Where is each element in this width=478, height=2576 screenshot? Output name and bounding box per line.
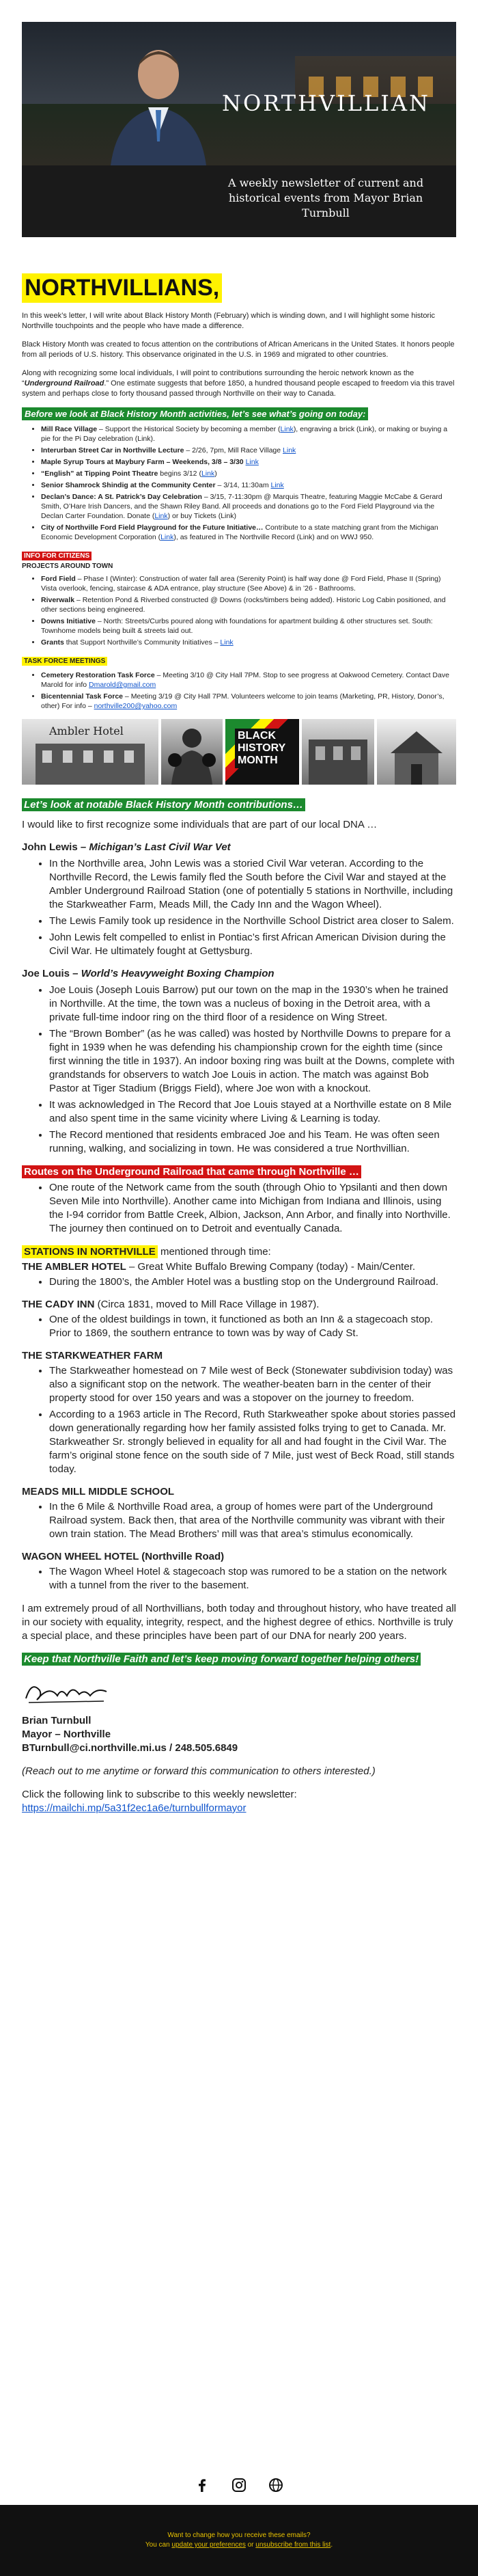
list-item: • John Lewis felt compelled to enlist in Pontiac’s first African American Division during the Civil War. He ultimately fought at Gettysburg.	[49, 931, 456, 958]
list-item: • “English” at Tipping Point Theatre begins 3/12 (Link)	[41, 469, 456, 478]
image-strip	[22, 719, 456, 785]
reach-out-note: (Reach out to me anytime or forward this communication to others interested.)	[22, 1765, 376, 1777]
bhm-word-3: MONTH	[238, 755, 278, 766]
list-item: • Ford Field – Phase I (Winter): Construction of water fall area (Serenity Point) is half way done @ Ford Field, Phase II (Spring) Vista overlook, fencing, staircase & ADA entrance, play structure (See Above) & in ’26 - Bathrooms.	[41, 574, 456, 593]
list-item: • Grants that Support Northville’s Community Initiatives – Link	[41, 638, 456, 647]
ambler-hotel-caption: Ambler Hotel	[49, 724, 124, 737]
list-item: • One of the oldest buildings in town, it functioned as both an Inn & a stagecoach stop. Prior to 1869, the southern entrance to town was by way of Cady St.	[49, 1313, 456, 1340]
main-content	[22, 273, 456, 1815]
projects-label: PROJECTS AROUND TOWN	[22, 562, 113, 570]
lewis-heading: John Lewis – Michigan’s Last Civil War Vet	[22, 841, 231, 853]
signer-name: Brian Turnbull	[22, 1715, 92, 1726]
list-item: • Joe Louis (Joseph Louis Barrow) put our town on the map in the 1930’s when he trained in Northville. At the time, the town was a nucleus of boxing in the Detroit area, with a private full-time indoor ring on the third floor of a residence on Wing Street.	[49, 984, 456, 1025]
event-link[interactable]: Link	[160, 533, 174, 541]
footer	[0, 2505, 478, 2576]
list-item: • One route of the Network came from the south (through Ohio to Ypsilanti and then down Seven Mile into Northville). Another came into Michigan from Indiana and Illinois, using the I-94 corridor from Battle Creek, Albion, Jackson, Ann Arbor, and finally into Northville. The journey then continued on to Detroit and eventually Canada.	[49, 1181, 456, 1236]
routes-heading: Routes on the Underground Railroad that came through Northville …	[22, 1165, 361, 1178]
events-heading: Before we look at Black History Month activities, let’s see what’s going on today:	[22, 407, 368, 420]
list-item: • Riverwalk – Retention Pond & Riverbed constructed @ Downs (rocks/timbers being added). Historic Log Cabin positioned, and other sections being engineered.	[41, 595, 456, 614]
list-item: • Interurban Street Car in Northville Lecture – 2/26, 7pm, Mill Race Village Link	[41, 446, 456, 455]
event-link[interactable]: Link	[154, 512, 168, 520]
ambler-title: THE AMBLER HOTEL – Great White Buffalo Brewing Company (today) - Main/Center.	[22, 1261, 416, 1273]
footer-line-1: Want to change how you receive these emails?	[167, 2532, 311, 2539]
list-item: • Mill Race Village – Support the Historical Society by becoming a member (Link), engraving a brick (Link), or making or buying a pie for the Pi Day celebration (Link).	[41, 424, 456, 444]
lewis-list	[22, 857, 456, 958]
event-link[interactable]: Link	[283, 446, 296, 455]
event-link[interactable]: Link	[270, 481, 284, 489]
cady-list	[22, 1313, 456, 1340]
farmhouse-photo	[377, 719, 456, 785]
email-link[interactable]: northville200@yahoo.com	[94, 702, 178, 710]
social-links	[0, 2478, 478, 2505]
list-item: • It was acknowledged in The Record that Joe Louis stayed at a Northville estate on 8 Mile and also spent time in the same vicinity where Living & Learning is today.	[49, 1098, 456, 1126]
list-item: • The Record mentioned that residents embraced Joe and his Team. He was often seen running, walking, and socializing in town. He was considered a true Northvillian.	[49, 1128, 456, 1156]
header-banner	[22, 22, 456, 237]
signature-image	[22, 1675, 111, 1707]
list-item: • According to a 1963 article in The Record, Ruth Starkweather spoke about stories passed down generationally regarding how her family assisted folks trying to get to Canada. Mr. Starkweather Sr. strongly believed in equality for all and had fought in the Civil War. The farm’s original stone fence on the south side of 7 Mile, just west of Beck Road, still stands today.	[49, 1408, 456, 1476]
signer-role: Mayor – Northville	[22, 1728, 111, 1740]
facebook-icon[interactable]	[195, 2478, 210, 2496]
louis-heading: Joe Louis – World’s Heavyweight Boxing Champion	[22, 968, 275, 979]
grants-link[interactable]: Link	[220, 638, 234, 647]
email-link[interactable]: Dmarold@gmail.com	[89, 681, 156, 689]
citizens-label: INFO FOR CITIZENS	[22, 552, 92, 560]
faith-callout: Keep that Northville Faith and let’s keep moving forward together helping others!	[22, 1653, 421, 1666]
routes-list	[22, 1181, 456, 1236]
boxer-icon	[161, 719, 223, 785]
instagram-icon[interactable]	[231, 2478, 247, 2496]
list-item: • Cemetery Restoration Task Force – Meeting 3/10 @ City Hall 7PM. Stop to see progress at Oakwood Cemetery. Contact Dave Marold for info Dmarold@gmail.com	[41, 670, 456, 690]
notable-heading: Let’s look at notable Black History Month contributions…	[22, 798, 305, 811]
newsletter-title: NORTHVILLIAN	[221, 90, 430, 116]
wagon-title: WAGON WHEEL HOTEL (Northville Road)	[22, 1551, 225, 1562]
starkweather-list	[22, 1364, 456, 1476]
stations-heading: STATIONS IN NORTHVILLE	[22, 1245, 158, 1258]
subscribe-text: Click the following link to subscribe to this weekly newsletter:	[22, 1789, 297, 1800]
ambler-hotel-image	[22, 719, 158, 785]
taskforce-list	[22, 670, 456, 711]
list-item: • City of Northville Ford Field Playground for the Future Initiative… Contribute to a state matching grant from the Michigan Economic Development Corporation (Link), as featured in The Northville Record (Link) and on WWJ 950.	[41, 523, 456, 542]
newsletter-subtitle: A weekly newsletter of current and historical events from Mayor Brian Turnbull	[227, 176, 424, 219]
intro-paragraph-3: Along with recognizing some local individuals, I will point to contributions surrounding the heroic network known as the “Underground Railroad.” One estimate suggests that before 1850, a hundred thousand people escaped to freedom via this travel system and perhaps close to forty thousand passed through Northville on their way to Canada.	[22, 369, 455, 398]
street-scene-icon	[302, 719, 374, 785]
list-item: • Bicentennial Task Force – Meeting 3/19 @ City Hall 7PM. Volunteers welcome to join teams (Marketing, PR, History, Donor’s, other) For info – northville200@yahoo.com	[41, 692, 456, 711]
bhm-word-2: HISTORY	[238, 742, 286, 754]
list-item: • During the 1800’s, the Ambler Hotel was a bustling stop on the Underground Railroad.	[49, 1275, 456, 1289]
globe-icon[interactable]	[268, 2478, 283, 2496]
meads-title: MEADS MILL MIDDLE SCHOOL	[22, 1486, 175, 1497]
footer-line-2: You can update your preferences or unsubscribe from this list.	[145, 2541, 333, 2549]
list-item: • In the 6 Mile & Northville Road area, a group of homes were part of the Underground Railroad system. Back then, that area of the Northville community was vibrant with their own train station. The Mead Brothers’ mill was that area’s stimulus economically.	[49, 1500, 456, 1541]
intro-paragraph-1: In this week’s letter, I will write about Black History Month (February) which is winding down, and I will highlight some historic Northville touchpoints and the people who have made a difference.	[22, 312, 436, 330]
event-link[interactable]: Link	[280, 425, 294, 433]
signature	[22, 1675, 456, 1710]
farmhouse-icon	[377, 719, 456, 785]
starkweather-title: THE STARKWEATHER FARM	[22, 1350, 163, 1361]
taskforce-label: TASK FORCE MEETINGS	[22, 657, 107, 666]
wagon-list	[22, 1565, 456, 1592]
update-preferences-link[interactable]: update your preferences	[171, 2541, 246, 2549]
list-item: • Maple Syrup Tours at Maybury Farm – Weekends, 3/8 – 3/30 Link	[41, 457, 456, 467]
list-item: • Senior Shamrock Shindig at the Community Center – 3/14, 11:30am Link	[41, 480, 456, 490]
list-item: • In the Northville area, John Lewis was a storied Civil War veteran. According to the Northville Record, the Lewis family fled the South before the Civil War and stayed at the Ambler Underground Railroad Station (one of potentially 5 stations in Northville, including the Starkweather Farm, Meads Mill, the Cady Inn and the Wagon Wheel).	[49, 857, 456, 912]
projects-list	[22, 574, 456, 647]
unsubscribe-link[interactable]: unsubscribe from this list	[255, 2541, 331, 2549]
closing-paragraph: I am extremely proud of all Northvillians, both today and throughout history, who have treated all in our society with equality, integrity, respect, and the highest degree of ethics. Northville is truly a special place, and these principles have been part of our DNA for nearly 200 years.	[22, 1603, 456, 1642]
list-item: • Declan’s Dance: A St. Patrick’s Day Celebration – 3/15, 7-11:30pm @ Marquis Theatre, featuring Maggie McCabe & Gerard Smith, O’Hare Irish Dancers, and the Shawn Riley Band. All proceeds and donations go to the Ford Field Playground via the Declan Carter Foundation. Donate (Link) or buy Tickets (Link)	[41, 492, 456, 521]
street-photo	[302, 719, 374, 785]
list-item: • The Lewis Family took up residence in the Northville School District area closer to Salem.	[49, 914, 456, 928]
list-item: • Downs Initiative – North: Streets/Curbs poured along with foundations for apartment building & other structures set. South: Townhome models being built & streets laid out.	[41, 616, 456, 636]
ambler-list	[22, 1275, 456, 1289]
list-item: • The Wagon Wheel Hotel & stagecoach stop was rumored to be a station on the network with a tunnel from the river to the basement.	[49, 1565, 456, 1592]
bhm-graphic	[225, 719, 299, 785]
cady-title: THE CADY INN (Circa 1831, moved to Mill Race Village in 1987).	[22, 1299, 320, 1310]
meads-list	[22, 1500, 456, 1541]
intro-paragraph-2: Black History Month was created to focus attention on the contributions of African Americans in the United States. It honors people from all periods of U.S. history. This observance originated in the U.S. in 1969 and migrated to other countries.	[22, 340, 455, 359]
list-item: • The “Brown Bomber” (as he was called) was hosted by Northville Downs to prepare for a fight in 1939 when he was defending his championship crown for the eighth time (since first winning the title in 1937). An indoor boxing ring was built at the Downs, complete with grandstands for observers to watch Joe Louis in action. The match was against Bob Pastor at Tiger Stadium (Briggs Field), where Joe won with a knockout.	[49, 1027, 456, 1096]
greeting-heading: NORTHVILLIANS,	[22, 273, 222, 303]
signer-contact: BTurnbull@ci.northville.mi.us / 248.505.6849	[22, 1742, 238, 1754]
events-list	[22, 424, 456, 542]
bhm-word-1: BLACK	[238, 730, 276, 742]
boxer-photo	[161, 719, 223, 785]
event-link[interactable]: Link	[245, 458, 259, 466]
notable-lead: I would like to first recognize some individuals that are part of our local DNA …	[22, 819, 378, 830]
hotel-building-icon	[22, 719, 158, 785]
subscribe-link[interactable]: https://mailchi.mp/5a31f2ec1a6e/turnbullformayor	[22, 1802, 247, 1814]
louis-list	[22, 984, 456, 1156]
stations-heading-line: STATIONS IN NORTHVILLE mentioned through time:	[22, 1245, 456, 1258]
event-link[interactable]: Link	[201, 470, 215, 478]
list-item: • The Starkweather homestead on 7 Mile west of Beck (Stonewater subdivision today) was also a significant stop on the network. The weather-beaten barn in the center of their property stood for over 150 years and was a stopover on the journey to freedom.	[49, 1364, 456, 1405]
